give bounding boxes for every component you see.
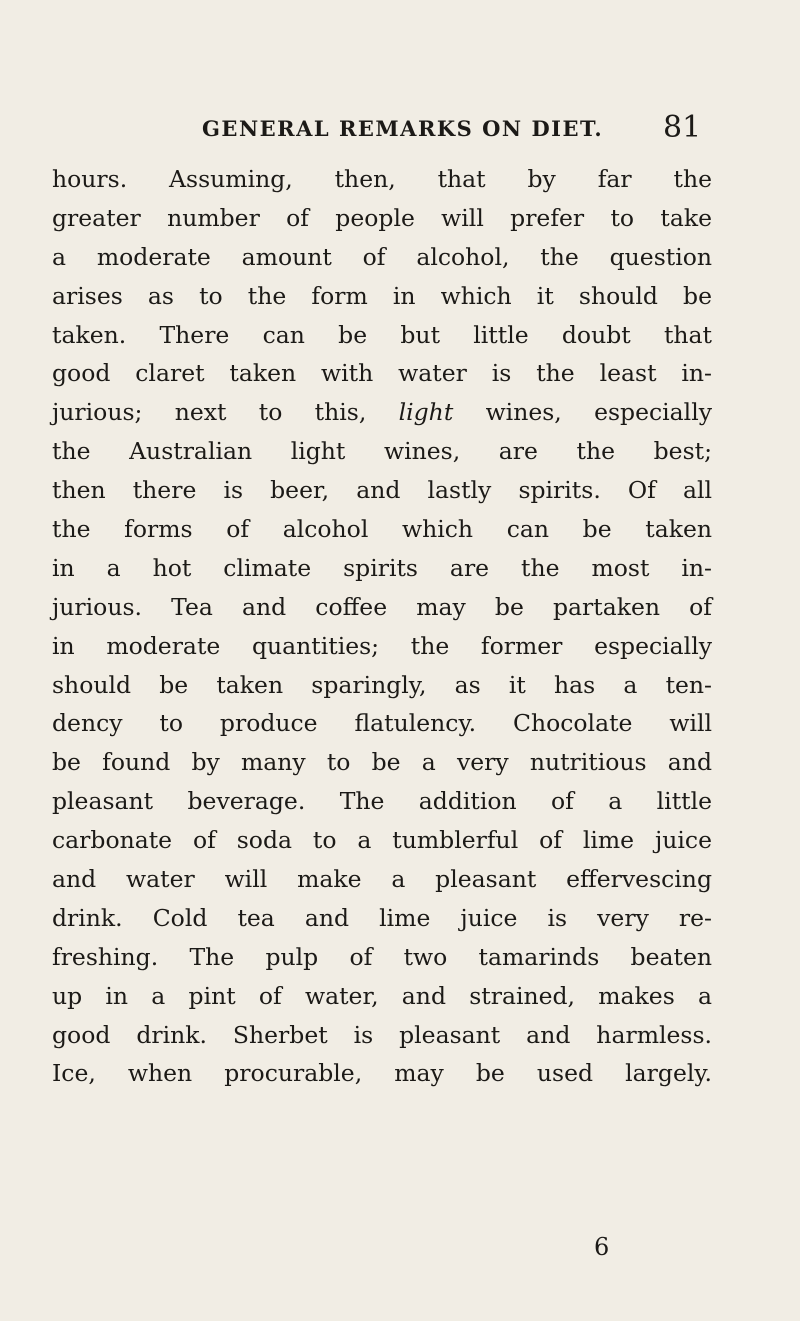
text-line: dency to produce flatulency. Chocolate will <box>52 709 712 738</box>
text-line: drink. Cold tea and lime juice is very re- <box>52 903 712 932</box>
text-line: in a hot climate spirits are the most in- <box>52 553 712 582</box>
text-line: then there is beer, and lastly spirits. Of all <box>52 476 712 505</box>
signature-mark: 6 <box>594 1233 610 1261</box>
text-line: the Australian light wines, are the best; <box>52 437 712 466</box>
text-line: in moderate quantities; the former especially <box>52 631 712 660</box>
page-number: 81 <box>663 110 702 145</box>
text-line: the forms of alcohol which can be taken <box>52 515 712 544</box>
text-line <box>52 393 712 432</box>
text-line: good drink. Sherbet is pleasant and harmless. <box>52 1020 712 1049</box>
text-line: Ice, when procurable, may be used largely. <box>52 1059 712 1088</box>
text-line: be found by many to be a very nutritious and <box>52 748 712 777</box>
text-line: should be taken sparingly, as it has a ten- <box>52 670 712 699</box>
text-line: carbonate of soda to a tumblerful of lime juice <box>52 826 712 855</box>
text-run: jurious; next to this, <box>52 398 399 427</box>
running-head <box>0 110 800 150</box>
text-line: a moderate amount of alcohol, the question <box>52 242 712 271</box>
text-line: up in a pint of water, and strained, makes a <box>52 981 712 1010</box>
body-text <box>52 160 712 1093</box>
text-line: arises as to the form in which it should be <box>52 281 712 310</box>
text-line: and water will make a pleasant effervescing <box>52 865 712 894</box>
running-title: GENERAL REMARKS ON DIET. <box>202 116 604 141</box>
text-line: greater number of people will prefer to take <box>52 203 712 232</box>
text-line: pleasant beverage. The addition of a little <box>52 787 712 816</box>
text-run: wines, especially <box>453 398 712 427</box>
text-line: hours. Assuming, then, that by far the <box>52 165 712 193</box>
text-line: jurious. Tea and coffee may be partaken of <box>52 592 712 621</box>
text-line: good claret taken with water is the least in- <box>52 359 712 388</box>
text-line: freshing. The pulp of two tamarinds beaten <box>52 942 712 971</box>
text-line: taken. There can be but little doubt that <box>52 320 712 349</box>
italic-word: light <box>398 398 454 427</box>
